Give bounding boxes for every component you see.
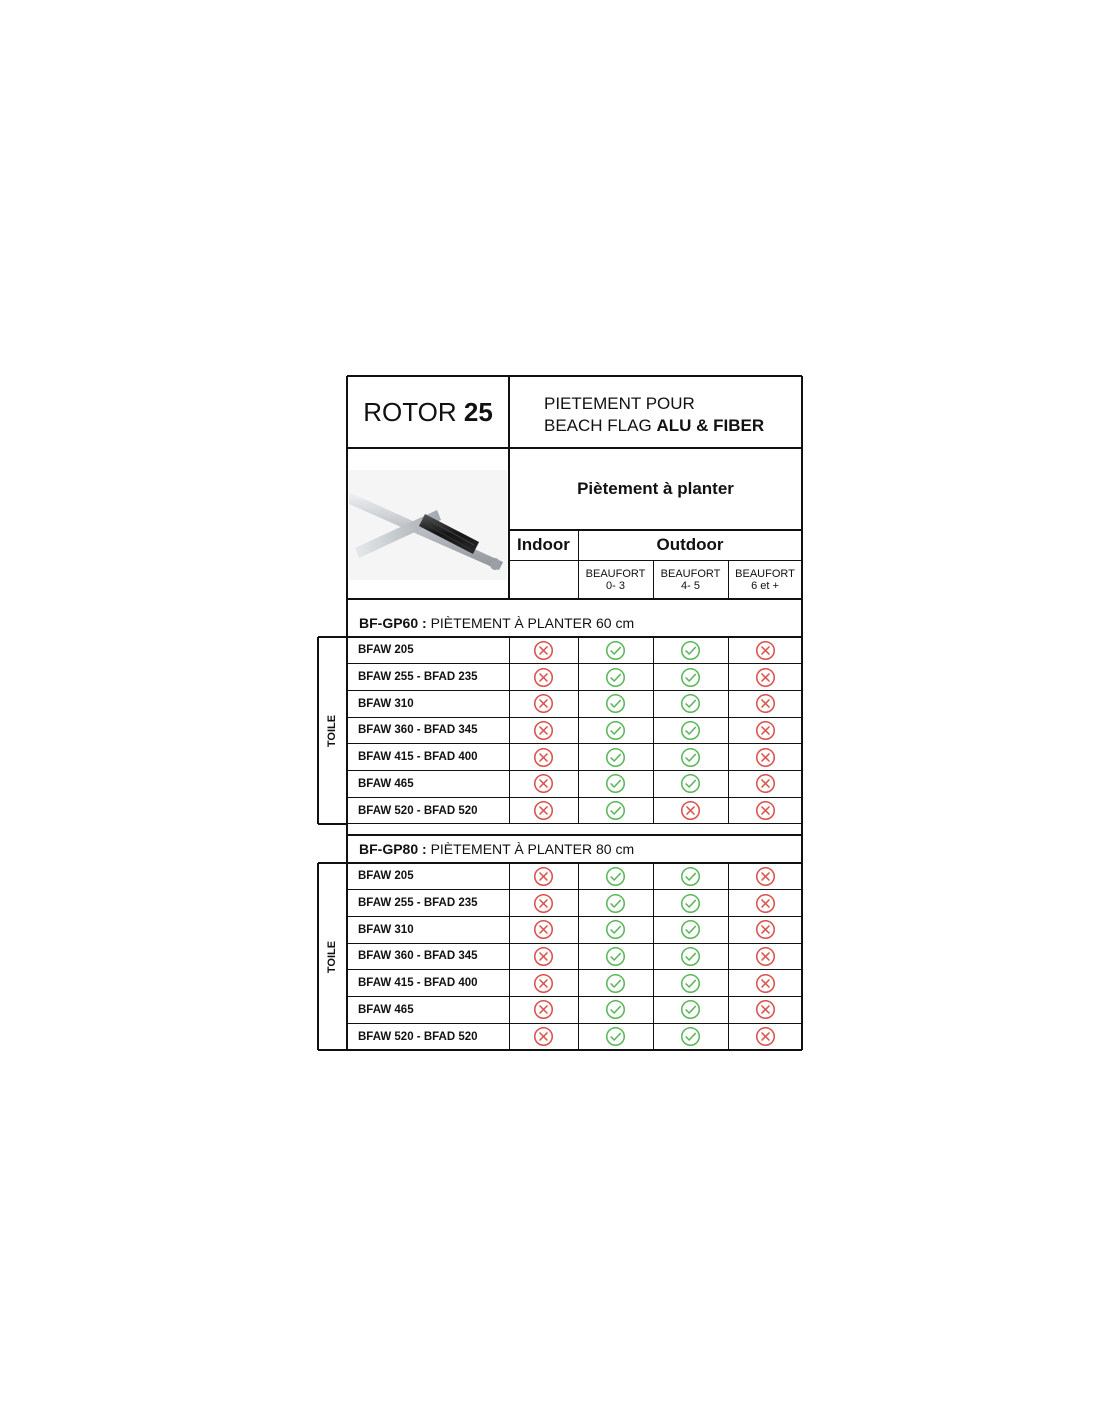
check-icon — [680, 866, 701, 887]
incompatible-mark — [509, 717, 578, 744]
grid-line — [509, 637, 510, 824]
compatible-mark — [653, 744, 728, 771]
compatible-mark — [653, 1023, 728, 1050]
check-icon — [605, 773, 626, 794]
check-icon — [680, 946, 701, 967]
incompatible-mark — [509, 890, 578, 917]
compatible-mark — [578, 1023, 653, 1050]
grid-line — [347, 636, 802, 638]
compatible-mark — [653, 970, 728, 997]
incompatible-mark — [509, 970, 578, 997]
incompatible-mark — [509, 916, 578, 943]
incompatible-mark — [728, 916, 802, 943]
cross-icon — [533, 773, 554, 794]
incompatible-mark — [728, 863, 802, 890]
cross-icon — [533, 747, 554, 768]
model-name: BFAW 205 — [358, 644, 414, 657]
grid-line — [347, 823, 802, 824]
beaufort-0-3-header — [578, 561, 653, 599]
grid-line — [347, 862, 802, 864]
grid-line — [347, 598, 802, 600]
check-icon — [605, 800, 626, 821]
cross-icon — [533, 866, 554, 887]
check-icon — [680, 773, 701, 794]
check-icon — [605, 973, 626, 994]
compatible-mark — [578, 664, 653, 691]
compatible-mark — [578, 690, 653, 717]
incompatible-mark — [728, 664, 802, 691]
cross-icon — [755, 946, 776, 967]
cross-icon — [755, 1026, 776, 1047]
beaufort-range: 4- 5 — [681, 580, 700, 592]
grid-line — [653, 560, 654, 599]
incompatible-mark — [728, 943, 802, 970]
grid-line — [578, 530, 579, 599]
cross-icon — [755, 693, 776, 714]
check-icon — [605, 893, 626, 914]
incompatible-mark — [728, 997, 802, 1024]
grid-line — [317, 863, 319, 1050]
check-icon — [680, 640, 701, 661]
section-code: BF-GP80 : — [359, 841, 427, 857]
check-icon — [605, 693, 626, 714]
incompatible-mark — [728, 744, 802, 771]
model-name: BFAW 465 — [358, 1003, 414, 1016]
beaufort-range: 6 et + — [751, 580, 779, 592]
model-name: BFAW 360 - BFAD 345 — [358, 950, 478, 963]
compatible-mark — [578, 890, 653, 917]
section-title-gp80 — [347, 834, 802, 864]
cross-icon — [533, 893, 554, 914]
model-name: BFAW 415 - BFAD 400 — [358, 977, 478, 990]
incompatible-mark — [728, 970, 802, 997]
check-icon — [605, 919, 626, 940]
grid-line — [509, 529, 802, 531]
cross-icon — [533, 1026, 554, 1047]
side-label-gp80 — [318, 863, 347, 1050]
cross-icon — [680, 800, 701, 821]
grid-line — [347, 447, 802, 449]
model-name: BFAW 520 - BFAD 520 — [358, 804, 478, 817]
compatible-mark — [653, 997, 728, 1024]
grid-line — [728, 560, 729, 599]
toile-label: TOILE — [326, 714, 339, 747]
incompatible-mark — [509, 664, 578, 691]
incompatible-mark — [728, 797, 802, 824]
incompatible-mark — [728, 771, 802, 798]
check-icon — [605, 720, 626, 741]
incompatible-mark — [509, 1023, 578, 1050]
grid-line — [318, 636, 347, 638]
model-name: BFAW 255 - BFAD 235 — [358, 671, 478, 684]
compatible-mark — [578, 997, 653, 1024]
product-subtitle — [544, 393, 794, 437]
grid-line — [347, 743, 802, 744]
incompatible-mark — [509, 690, 578, 717]
model-name: BFAW 520 - BFAD 520 — [358, 1030, 478, 1043]
grid-line — [653, 863, 654, 1050]
incompatible-mark — [728, 717, 802, 744]
cross-icon — [755, 800, 776, 821]
base-type-title: Piètement à planter — [577, 479, 734, 498]
compatible-mark — [578, 797, 653, 824]
cross-icon — [533, 667, 554, 688]
cross-icon — [533, 999, 554, 1020]
compatible-mark — [578, 916, 653, 943]
incompatible-mark — [509, 997, 578, 1024]
cross-icon — [755, 866, 776, 887]
model-name: BFAW 205 — [358, 870, 414, 883]
compatible-mark — [578, 744, 653, 771]
check-icon — [605, 946, 626, 967]
cross-icon — [533, 720, 554, 741]
incompatible-mark — [509, 863, 578, 890]
outdoor-header: Outdoor — [656, 535, 724, 554]
incompatible-mark — [728, 890, 802, 917]
grid-line — [347, 996, 802, 997]
compatible-mark — [653, 690, 728, 717]
grid-line — [347, 834, 802, 836]
beaufort-label: BEAUFORT — [735, 568, 795, 580]
grid-line — [347, 1023, 802, 1024]
subtitle-bold: ALU & FIBER — [656, 416, 765, 435]
section-title-gp60 — [347, 608, 802, 638]
grid-line — [318, 1049, 347, 1051]
incompatible-mark — [509, 943, 578, 970]
compatible-mark — [578, 717, 653, 744]
check-icon — [680, 893, 701, 914]
model-name: BFAW 415 - BFAD 400 — [358, 751, 478, 764]
grid-line — [509, 560, 802, 561]
product-number: 25 — [463, 396, 493, 427]
check-icon — [605, 999, 626, 1020]
cross-icon — [533, 800, 554, 821]
compatible-mark — [653, 916, 728, 943]
model-name: BFAW 310 — [358, 697, 414, 710]
cross-icon — [533, 693, 554, 714]
product-name: ROTOR — [363, 396, 457, 427]
cross-icon — [755, 973, 776, 994]
check-icon — [680, 919, 701, 940]
compatible-mark — [578, 970, 653, 997]
section-label: PIÈTEMENT À PLANTER 80 cm — [430, 841, 635, 857]
grid-line — [347, 797, 802, 798]
compatible-mark — [578, 637, 653, 664]
compatible-mark — [653, 890, 728, 917]
incompatible-mark — [728, 1023, 802, 1050]
check-icon — [605, 866, 626, 887]
grid-line — [318, 862, 347, 864]
section-label: PIÈTEMENT À PLANTER 60 cm — [430, 615, 635, 631]
subtitle-line2 — [544, 415, 794, 437]
grid-line — [347, 690, 802, 691]
grid-line — [728, 637, 729, 824]
model-name: BFAW 465 — [358, 777, 414, 790]
incompatible-mark — [509, 744, 578, 771]
check-icon — [680, 667, 701, 688]
check-icon — [680, 1026, 701, 1047]
product-title — [347, 376, 509, 448]
grid-line — [347, 889, 802, 890]
check-icon — [605, 1026, 626, 1047]
grid-line — [509, 863, 510, 1050]
cross-icon — [533, 919, 554, 940]
grid-line — [578, 863, 579, 1050]
cross-icon — [533, 946, 554, 967]
grid-line — [347, 916, 802, 917]
grid-line — [347, 663, 802, 664]
indoor-header: Indoor — [517, 535, 570, 554]
cross-icon — [755, 667, 776, 688]
check-icon — [680, 747, 701, 768]
compatible-mark — [578, 943, 653, 970]
model-name: BFAW 360 - BFAD 345 — [358, 724, 478, 737]
incompatible-mark — [509, 637, 578, 664]
grid-line — [801, 376, 803, 1050]
cross-icon — [533, 640, 554, 661]
check-icon — [680, 973, 701, 994]
subtitle-prefix: BEACH FLAG — [544, 416, 652, 435]
cross-icon — [755, 773, 776, 794]
grid-line — [728, 863, 729, 1050]
grid-line — [347, 1049, 802, 1051]
product-photo — [349, 470, 507, 580]
incompatible-mark — [509, 771, 578, 798]
grid-line — [346, 376, 348, 1050]
toile-label: TOILE — [326, 940, 339, 973]
grid-line — [578, 637, 579, 824]
compatible-mark — [653, 664, 728, 691]
section-code: BF-GP60 : — [359, 615, 427, 631]
compatible-mark — [653, 771, 728, 798]
grid-line — [347, 770, 802, 771]
incompatible-mark — [728, 637, 802, 664]
compatible-mark — [653, 717, 728, 744]
grid-line — [317, 637, 319, 824]
beaufort-6-plus-header — [728, 561, 802, 599]
check-icon — [680, 720, 701, 741]
cross-icon — [755, 893, 776, 914]
grid-line — [347, 717, 802, 718]
grid-line — [318, 823, 347, 825]
cross-icon — [755, 919, 776, 940]
model-name: BFAW 310 — [358, 923, 414, 936]
compatible-mark — [653, 943, 728, 970]
cross-icon — [755, 640, 776, 661]
compatible-mark — [578, 863, 653, 890]
cross-icon — [755, 999, 776, 1020]
cross-icon — [755, 720, 776, 741]
incompatible-mark — [728, 690, 802, 717]
cross-icon — [533, 973, 554, 994]
check-icon — [680, 999, 701, 1020]
check-icon — [605, 667, 626, 688]
model-name: BFAW 255 - BFAD 235 — [358, 897, 478, 910]
grid-line — [347, 969, 802, 970]
grid-line — [653, 637, 654, 824]
side-label-gp60 — [318, 637, 347, 824]
cross-icon — [755, 747, 776, 768]
check-icon — [605, 747, 626, 768]
compatible-mark — [578, 771, 653, 798]
grid-line — [347, 943, 802, 944]
beaufort-label: BEAUFORT — [660, 568, 721, 580]
check-icon — [680, 693, 701, 714]
check-icon — [605, 640, 626, 661]
beaufort-range: 0- 3 — [606, 580, 625, 592]
compatible-mark — [653, 637, 728, 664]
compatible-mark — [653, 863, 728, 890]
incompatible-mark — [509, 797, 578, 824]
incompatible-mark — [653, 797, 728, 824]
subtitle-line1: PIETEMENT POUR — [544, 394, 695, 413]
grid-line — [508, 376, 510, 599]
beaufort-4-5-header — [653, 561, 728, 599]
beaufort-label: BEAUFORT — [585, 568, 646, 580]
grid-line — [347, 375, 802, 377]
